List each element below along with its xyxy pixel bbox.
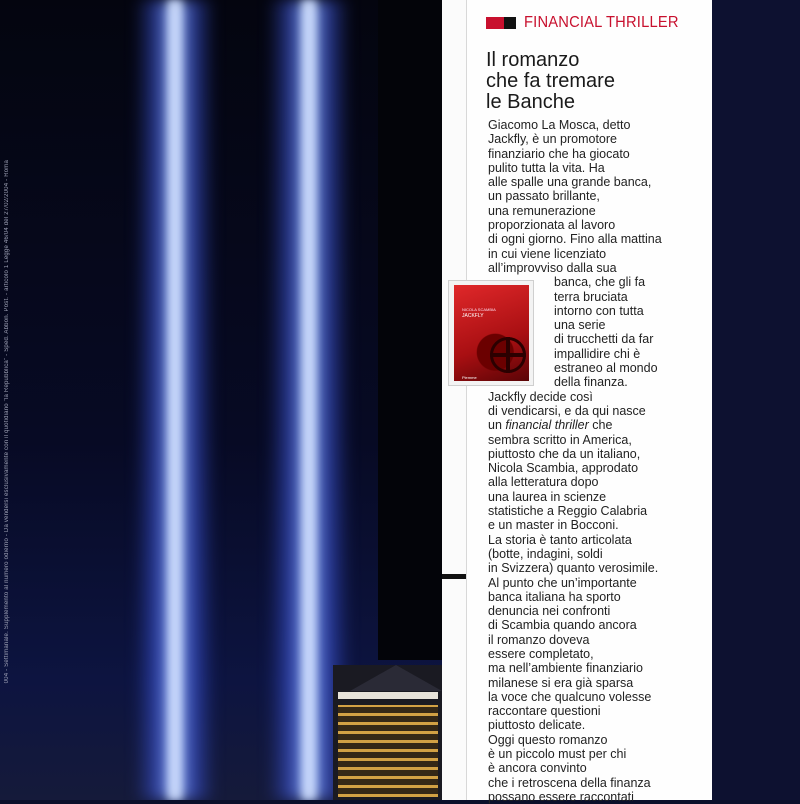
body-line: in Svizzera) quanto verosimile.: [488, 561, 659, 576]
body-line: piuttosto che da un italiano,: [488, 446, 641, 461]
body-line: terra bruciata: [554, 289, 628, 304]
body-line: di Scambia quando ancora: [488, 618, 637, 633]
spine-legal-text: 004 - Settimanale. Supplemento al numero odierno - Da vendersi esclusivamente con il quotidiano "la Repubblica" - Sped. Abbon. Post. - articolo 1 Legge 46/04 del 27/02/2004 - Roma: [4, 160, 10, 684]
body-line: di trucchetti da far: [554, 332, 654, 347]
body-line: e un master in Bocconi.: [488, 518, 619, 533]
page-gutter: [442, 0, 466, 800]
body-line: intorno con tutta: [554, 303, 644, 318]
body-line: piuttosto delicate.: [488, 718, 586, 733]
body-line: Oggi questo romanzo: [488, 732, 608, 747]
body-line: [488, 418, 710, 432]
body-line: Jackfly decide così: [488, 389, 593, 404]
body-line: all’improvviso dalla sua: [488, 260, 617, 275]
body-line: è un piccolo must per chi: [488, 747, 627, 762]
body-line: alle spalle una grande banca,: [488, 175, 652, 190]
body-fragment: che: [588, 418, 613, 433]
body-line: ma nell’ambiente finanziario: [488, 661, 643, 676]
body-line: banca, che gli fa: [554, 275, 646, 290]
body-line: finanziario che ha giocato: [488, 146, 630, 161]
body-line: una remunerazione: [488, 203, 596, 218]
body-line: Jackfly, è un promotore: [488, 132, 617, 147]
headline-line: che fa tremare: [486, 70, 615, 92]
italic-term: financial thriller: [505, 418, 589, 433]
body-line: impallidire chi è: [554, 346, 641, 361]
body-line: è ancora convinto: [488, 761, 587, 776]
skyscraper-lights: [338, 705, 438, 797]
body-line: raccontare questioni: [488, 704, 601, 719]
gutter-rule: [442, 574, 466, 579]
body-line: (botte, indagini, soldi: [488, 546, 603, 561]
book-cover-art: [454, 285, 529, 381]
body-line: Al punto che un’importante: [488, 575, 637, 590]
book-cover-title: JACKFLY: [462, 313, 484, 319]
article-body: [488, 118, 710, 804]
body-line: proporzionata al lavoro: [488, 218, 616, 233]
body-line: estraneo al mondo: [554, 361, 658, 376]
section-marker-icon: [486, 17, 516, 29]
body-line: in cui viene licenziato: [488, 246, 607, 261]
body-line: possano essere raccontati: [488, 789, 634, 804]
headline-line: Il romanzo: [486, 49, 580, 71]
body-line: statistiche a Reggio Calabria: [488, 504, 648, 519]
body-line: la voce che qualcuno volesse: [488, 689, 652, 704]
body-line: una laurea in scienze: [488, 489, 607, 504]
body-line: essere completato,: [488, 646, 594, 661]
body-line: che i retroscena della finanza: [488, 775, 651, 790]
article-headline: [486, 50, 706, 113]
skyscraper-roof: [350, 665, 442, 691]
skyscraper-stripe: [338, 692, 438, 699]
body-line: Giacomo La Mosca, detto: [488, 118, 631, 132]
light-beam-core-left: [168, 0, 182, 800]
body-line: il romanzo doveva: [488, 632, 590, 647]
section-header: [486, 14, 692, 32]
body-line: una serie: [554, 318, 606, 333]
body-line: della finanza.: [554, 375, 628, 390]
wheel-icon: [490, 337, 526, 373]
right-photo-edge: [712, 0, 800, 800]
light-beam-core-right: [302, 0, 316, 800]
body-line: un passato brillante,: [488, 189, 600, 204]
dark-building-silhouette: [378, 0, 442, 660]
book-cover-author: NICOLA SCAMBIA: [462, 307, 496, 312]
body-line: alla letteratura dopo: [488, 475, 599, 490]
section-label: FINANCIAL THRILLER: [524, 14, 679, 31]
body-line: banca italiana ha sporto: [488, 589, 621, 604]
body-line: di vendicarsi, e da qui nasce: [488, 403, 646, 418]
body-line: di ogni giorno. Fino alla mattina: [488, 232, 662, 247]
body-line: sembra scritto in America,: [488, 432, 632, 447]
article-page: [466, 0, 712, 804]
body-line: La storia è tanto articolata: [488, 532, 632, 547]
body-fragment: un: [488, 418, 506, 433]
book-cover-image: [448, 280, 534, 386]
headline-line: le Banche: [486, 91, 575, 113]
body-line: denuncia nei confronti: [488, 604, 611, 619]
book-cover-publisher: Piemme: [462, 375, 477, 380]
body-line: pulito tutta la vita. Ha: [488, 160, 605, 175]
body-line: Nicola Scambia, approdato: [488, 461, 639, 476]
body-line: milanese si era già sparsa: [488, 675, 634, 690]
page-edge: [466, 0, 467, 800]
